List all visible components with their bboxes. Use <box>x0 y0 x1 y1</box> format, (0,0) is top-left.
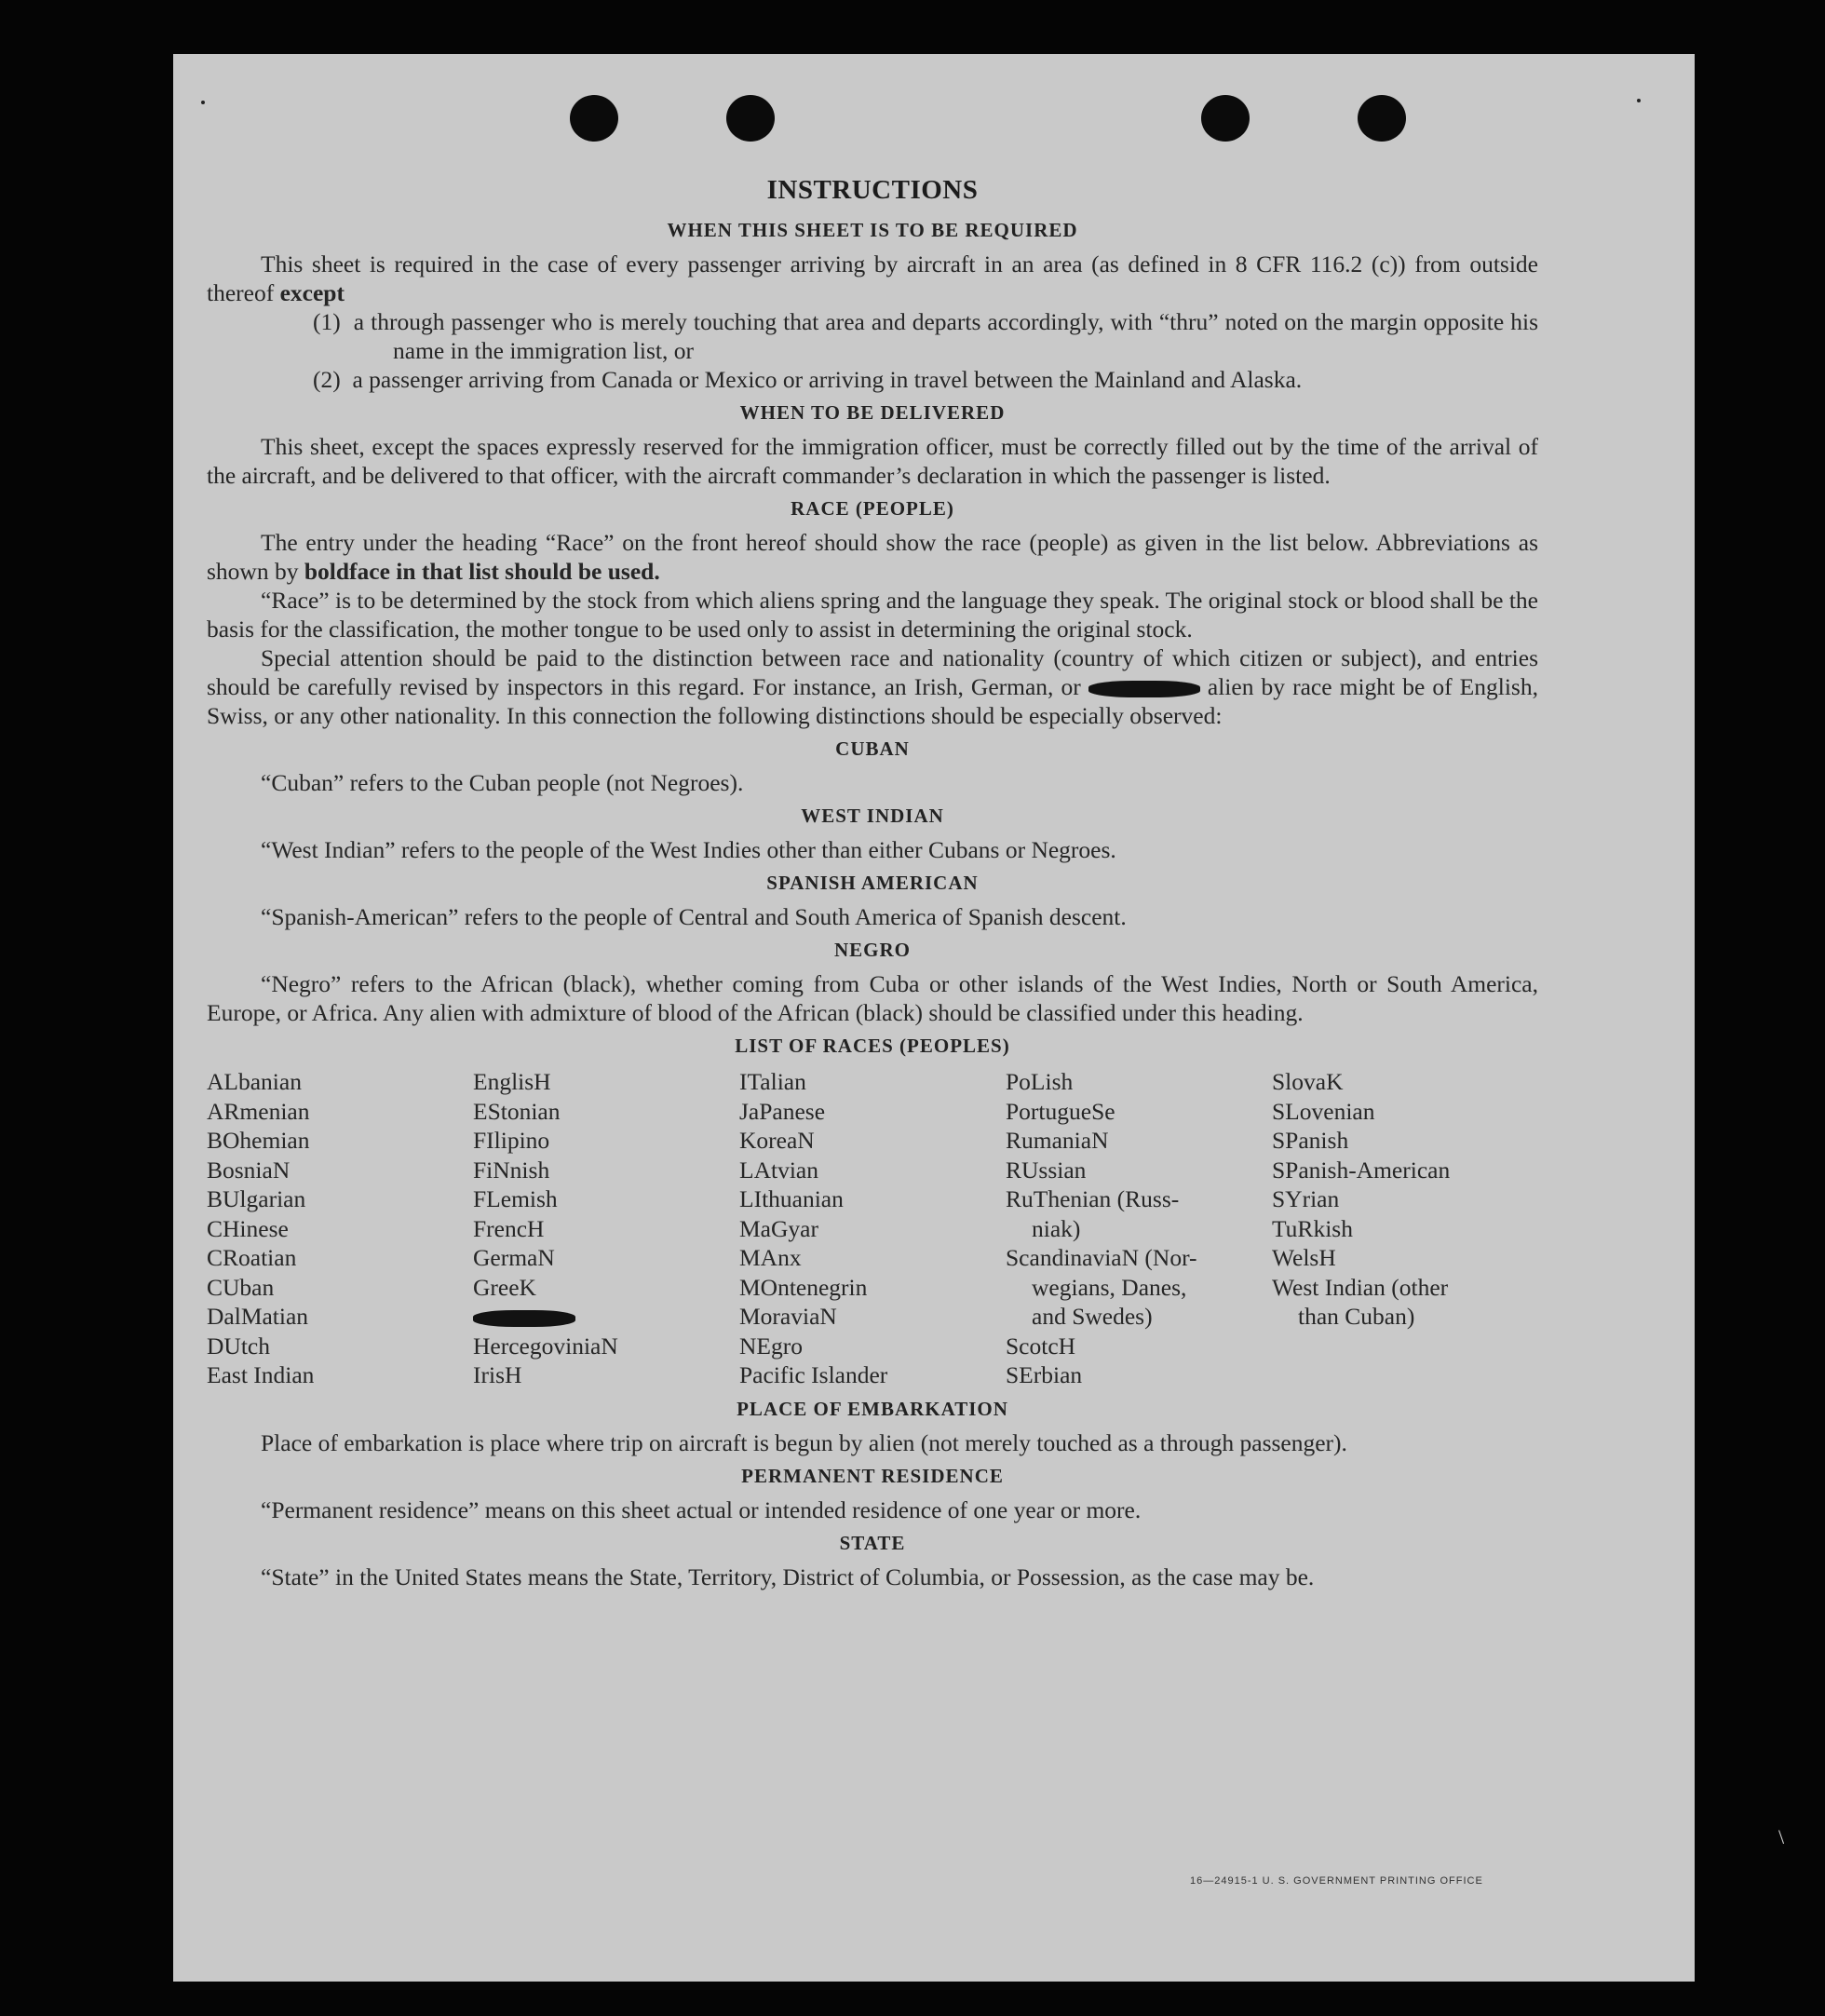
cuban-text: “Cuban” refers to the Cuban people (not Negroes). <box>261 769 744 796</box>
section-heading-state: STATE <box>839 1531 906 1554</box>
race-entry: TuRkish <box>1272 1214 1353 1242</box>
scan-edge-mark: \ <box>1778 1825 1785 1848</box>
race-entry-continuation: and Swedes) <box>1032 1303 1153 1330</box>
race-entry: ARmenian <box>207 1097 310 1125</box>
race-entry: BosniaN <box>207 1156 291 1184</box>
races-list <box>207 1067 1538 1390</box>
section-heading-west-indian: WEST INDIAN <box>801 805 944 827</box>
race-entry: West Indian (other <box>1272 1273 1449 1301</box>
race-entry: FIlipino <box>473 1127 550 1154</box>
race-entry: SLovenian <box>1272 1097 1375 1125</box>
race-entry: BOhemian <box>207 1127 310 1154</box>
race-entry: BUlgarian <box>207 1185 306 1212</box>
race-entry: DalMatian <box>207 1303 309 1330</box>
race-entry-continuation: wegians, Danes, <box>1032 1273 1187 1301</box>
race-entry: JaPanese <box>739 1097 826 1125</box>
race-entry: MOntenegrin <box>739 1273 868 1301</box>
race-entry: LIthuanian <box>739 1185 844 1212</box>
section-heading-residence: PERMANENT RESIDENCE <box>741 1464 1004 1487</box>
race-entry: HercegoviniaN <box>473 1332 618 1360</box>
section-heading-cuban: CUBAN <box>835 737 910 760</box>
redaction-mark <box>473 1310 575 1327</box>
delivered-text: This sheet, except the spaces expressly reserved for the immigration officer, must be correctly filled out by the time of the arrival of the aircraft, and be delivered to that officer, with the aircraft commander’s declaration in which the passenger is listed. <box>207 433 1538 489</box>
race-entry-continuation: than Cuban) <box>1298 1303 1415 1330</box>
punch-hole <box>570 95 618 142</box>
race-entry: PortugueSe <box>1006 1097 1115 1125</box>
section-heading-negro: NEGRO <box>833 939 911 961</box>
document-sheet <box>173 54 1695 1982</box>
race-paragraph-2: “Race” is to be determined by the stock from which aliens spring and the language they speak. The original stock or blood shall be the basis for the classification, the mother tongue to be used only to assist in determining the original stock. <box>207 587 1538 643</box>
instructions-content <box>207 175 1538 1591</box>
race-entry: RUssian <box>1006 1156 1087 1184</box>
punch-hole <box>1358 95 1406 142</box>
races-column-2 <box>473 1067 739 1390</box>
race-entry: GermaN <box>473 1244 555 1271</box>
race-entry: DUtch <box>207 1332 270 1360</box>
race-entry: FiNnish <box>473 1156 550 1184</box>
race-entry-continuation: niak) <box>1032 1214 1081 1242</box>
race-entry: CHinese <box>207 1214 289 1242</box>
race-entry: GreeK <box>473 1273 536 1301</box>
races-column-1 <box>207 1067 473 1390</box>
race-entry: FLemish <box>473 1185 558 1212</box>
race-entry: East Indian <box>207 1361 315 1388</box>
race-entry: MoraviaN <box>739 1303 837 1330</box>
printer-footer: 16—24915-1 U. S. GOVERNMENT PRINTING OFFICE <box>1190 1875 1483 1887</box>
section-heading-spanish-american: SPANISH AMERICAN <box>766 872 979 894</box>
race-entry: CRoatian <box>207 1244 297 1271</box>
residence-text: “Permanent residence” means on this sheet actual or intended residence of one year or more. <box>261 1495 1142 1523</box>
race-entry: SYrian <box>1272 1185 1340 1212</box>
race-entry: MAnx <box>739 1244 802 1271</box>
races-column-4 <box>1006 1067 1272 1390</box>
race-entry: ITalian <box>739 1068 806 1095</box>
race-entry: ScandinaviaN (Nor- <box>1006 1244 1197 1271</box>
race-entry: LAtvian <box>739 1156 818 1184</box>
race-entry: EStonian <box>473 1097 561 1125</box>
race-entry: RuThenian (Russ- <box>1006 1185 1180 1212</box>
section-heading-races-list: LIST OF RACES (PEOPLES) <box>735 1035 1010 1057</box>
race-entry: KoreaN <box>739 1127 815 1154</box>
section-heading-required: WHEN THIS SHEET IS TO BE REQUIRED <box>667 219 1078 241</box>
punch-hole <box>726 95 775 142</box>
race-entry-redacted <box>473 1302 739 1332</box>
punch-hole <box>1201 95 1250 142</box>
exception-item-2: (2) a passenger arriving from Canada or Mexico or arriving in travel between the Mainland and Alaska. <box>313 366 1303 393</box>
race-entry: EnglisH <box>473 1068 551 1095</box>
race-entry: NEgro <box>739 1332 803 1360</box>
section-heading-race: RACE (PEOPLE) <box>791 497 954 520</box>
exception-item-1: (1) a through passenger who is merely touching that area and departs accordingly, with “thru” noted on the margin opposite his name in the immigration list, or <box>313 308 1538 364</box>
spanish-american-text: “Spanish-American” refers to the people of Central and South America of Spanish descent. <box>261 903 1127 930</box>
race-entry: FrencH <box>473 1214 545 1242</box>
race-entry: RumaniaN <box>1006 1127 1109 1154</box>
redaction-mark <box>1088 681 1200 697</box>
races-column-5 <box>1272 1067 1538 1390</box>
race-paragraph-3: Special attention should be paid to the distinction between race and nationality (country of which citizen or subject), and entries should be carefully revised by inspectors in this regard. For instance, an Irish, German, or alien by race might be of English, Swiss, or any other nationality. In this connection the following distinctions should be especially observed: <box>207 644 1538 729</box>
race-entry: SPanish-American <box>1272 1156 1451 1184</box>
race-entry: MaGyar <box>739 1214 818 1242</box>
race-entry: SPanish <box>1272 1127 1349 1154</box>
section-heading-delivered: WHEN TO BE DELIVERED <box>739 401 1006 424</box>
required-intro: This sheet is required in the case of every passenger arriving by aircraft in an area (as defined in 8 CFR 116.2 (c)) from outside thereof except <box>207 250 1538 306</box>
speck <box>1637 99 1641 102</box>
page-title: INSTRUCTIONS <box>766 175 979 205</box>
race-entry: IrisH <box>473 1361 522 1388</box>
races-column-3 <box>739 1067 1006 1390</box>
embarkation-text: Place of embarkation is place where trip on aircraft is begun by alien (not merely touched as a through passenger). <box>261 1428 1347 1456</box>
race-entry: Pacific Islander <box>739 1361 888 1388</box>
section-heading-embarkation: PLACE OF EMBARKATION <box>737 1397 1008 1420</box>
race-entry: SlovaK <box>1272 1068 1344 1095</box>
race-entry: WelsH <box>1272 1244 1336 1271</box>
race-entry: ScotcH <box>1006 1332 1076 1360</box>
negro-text: “Negro” refers to the African (black), whether coming from Cuba or other islands of the West Indies, North or South America, Europe, or Africa. Any alien with admixture of blood of the African (black) should be classified under this heading. <box>207 970 1538 1026</box>
speck <box>201 101 205 104</box>
race-paragraph-1: The entry under the heading “Race” on the front hereof should show the race (people) as given in the list below. Abbreviations as shown by boldface in that list should be used. <box>207 529 1538 585</box>
race-entry: PoLish <box>1006 1068 1074 1095</box>
race-entry: SErbian <box>1006 1361 1083 1388</box>
race-entry: ALbanian <box>207 1068 302 1095</box>
race-entry: CUban <box>207 1273 275 1301</box>
west-indian-text: “West Indian” refers to the people of the West Indies other than either Cubans or Negroes. <box>261 836 1116 863</box>
state-text: “State” in the United States means the State, Territory, District of Columbia, or Possession, as the case may be. <box>261 1563 1315 1590</box>
